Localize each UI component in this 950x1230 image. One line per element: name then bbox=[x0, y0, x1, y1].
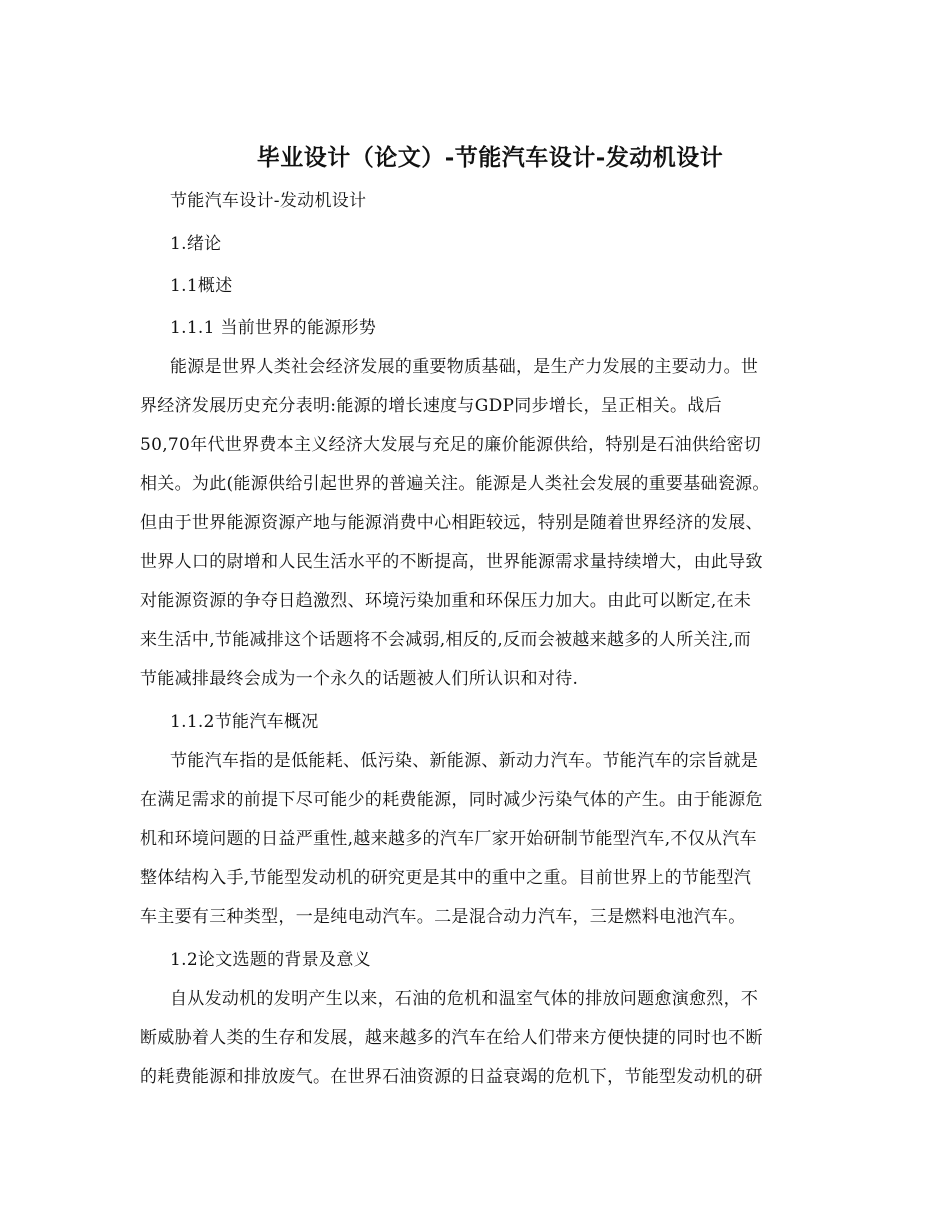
paragraph-line: 50,70年代世界费本主义经济大发展与充足的廉价能源供给，特别是石油供给密切 bbox=[140, 435, 762, 455]
paragraph-line: 但由于世界能源资源产地与能源消费中心相距较远，特别是随着世界经济的发展、 bbox=[140, 513, 763, 533]
paragraph-line: 整体结构入手,节能型发动机的研究更是其中的重中之重。目前世界上的节能型汽 bbox=[140, 868, 752, 888]
paragraph-line: 能源是世界人类社会经济发展的重要物质基础，是生产力发展的主要动力。世 bbox=[170, 357, 759, 377]
paragraph-line: 机和环境问题的日益严重性,越来越多的汽车厂家开始研制节能型汽车,不仅从汽车 bbox=[140, 829, 757, 849]
paragraph-line: 界经济发展历史充分表明:能源的增长速度与GDP同步增长，呈正相关。战后 bbox=[140, 396, 722, 416]
paragraph-line: 相关。为此(能源供给引起世界的普遍关注。能源是人类社会发展的重要基础瓷源。 bbox=[140, 474, 770, 494]
heading-1-1-2: 1.1.2节能汽车概况 bbox=[170, 712, 319, 732]
heading-1-2: 1.2论文选题的背景及意义 bbox=[170, 950, 371, 970]
paragraph-line: 节能汽车指的是低能耗、低污染、新能源、新动力汽车。节能汽车的宗旨就是 bbox=[170, 751, 759, 771]
paragraph-line: 在满足需求的前提下尽可能少的耗费能源，同时减少污染气体的产生。由于能源危 bbox=[140, 790, 763, 810]
heading-1: 1.绪论 bbox=[170, 234, 222, 254]
paragraph-line: 来生活中,节能减排这个话题将不会减弱,相反的,反而会被越来越多的人所关注,而 bbox=[140, 630, 752, 650]
document-subtitle: 节能汽车设计-发动机设计 bbox=[170, 191, 367, 211]
paragraph-line: 车主要有三种类型，一是纯电动汽车。二是混合动力汽车，三是燃料电池汽车。 bbox=[140, 907, 746, 927]
heading-1-1: 1.1概述 bbox=[170, 276, 233, 296]
document-title: 毕业设计（论文）-节能汽车设计-发动机设计 bbox=[256, 144, 724, 171]
paragraph-line: 节能减排最终会成为一个永久的话题被人们所认识和对待. bbox=[140, 669, 579, 689]
paragraph-line: 对能源资源的争夺日趋激烈、环境污染加重和环保压力加大。由此可以断定,在未 bbox=[140, 591, 752, 611]
heading-1-1-1: 1.1.1 当前世界的能源形势 bbox=[170, 318, 377, 338]
paragraph-line: 断威胁着人类的生存和发展，越来越多的汽车在给人们带来方便快捷的同时也不断 bbox=[140, 1028, 763, 1048]
paragraph-line: 的耗费能源和排放废气。在世界石油资源的日益衰竭的危机下，节能型发动机的研 bbox=[140, 1067, 763, 1087]
paragraph-line: 世界人口的尉增和人民生活水平的不断提高，世界能源需求量持续增大，由此导致 bbox=[140, 552, 763, 572]
paragraph-line: 自从发动机的发明产生以来，石油的危机和温室气体的排放问题愈演愈烈，不 bbox=[170, 989, 759, 1009]
